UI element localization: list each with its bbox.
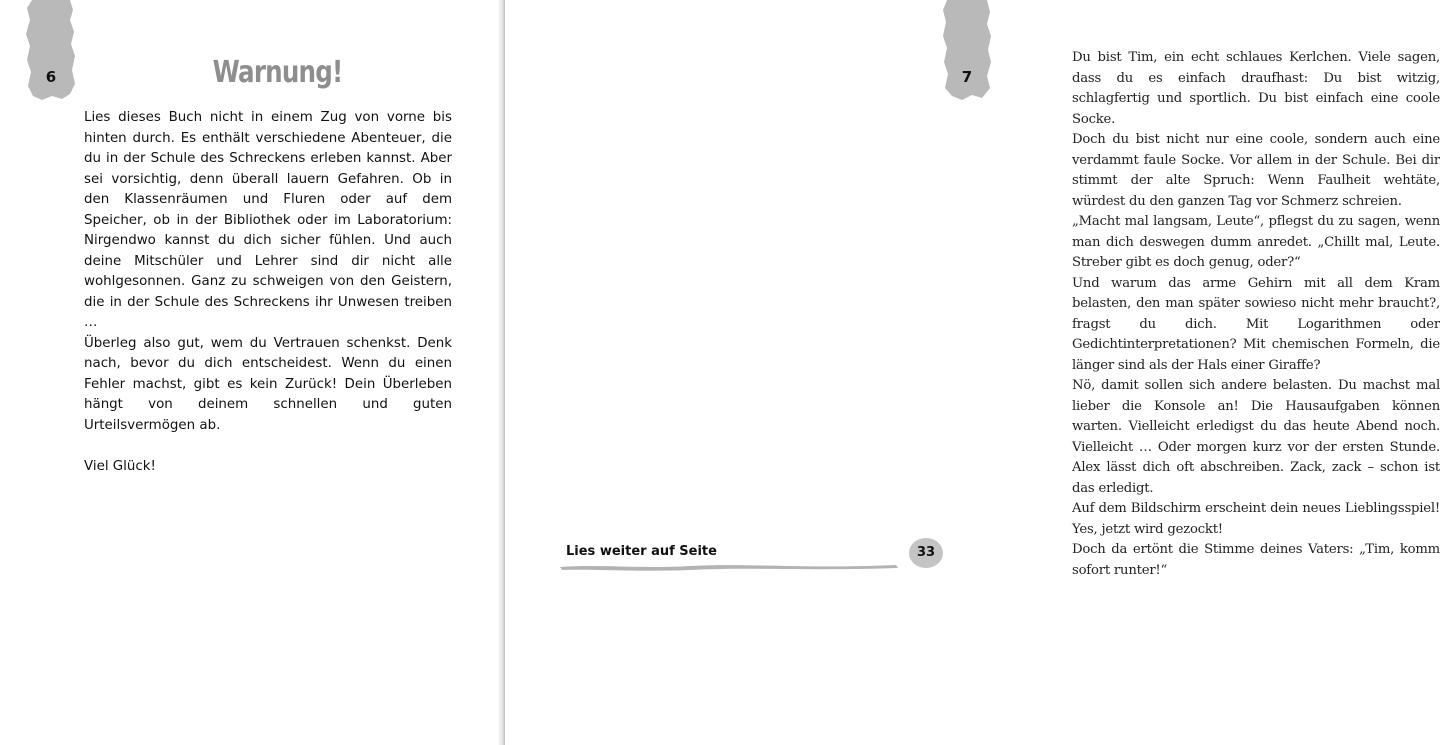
story-paragraph-5: Nö, damit sollen sich andere belasten. Du machst mal lieber die Konsole an! Die Hausaufgaben können warten. Vielleicht erledigst du das heute Abend noch. Vielleicht … Oder morgen kurz vor der ersten Stunde. Alex lässt dich oft abschreiben. Zack, zack – schon ist das erledigt. (1072, 378, 1440, 496)
warning-paragraph-1: Lies dieses Buch nicht in einem Zug von vorne bis hinten durch. Es enthält verschiedene Abenteuer, die du in der Schule des Schreckens erleben kannst. Aber sei vorsichtig, denn überall lauern Gefahren. Ob in den Klassenräumen und Fluren oder auf dem Speicher, ob in der Bibliothek oder im Laboratorium: Nirgendwo kannst du dich sicher fühlen. Und auch deine Mitschüler und Lehrer sind dir nicht alle wohlgesonnen. Ganz zu schweigen von den Geistern, die in der Schule des Schreckens ihr Unwesen treiben … (84, 110, 452, 330)
right-page (505, 0, 1440, 745)
good-luck-line: Viel Glück! (84, 458, 156, 474)
torn-paper-tab-shape (26, 0, 76, 102)
page-number-tab-right (942, 0, 992, 102)
warning-paragraph-2: Überleg also gut, wem du Vertrauen schenkst. Denk nach, bevor du dich entscheidest. Wenn du einen Fehler machst, gibt es kein Zurück! Dein Überleben hängt von deinem schnellen und guten Urteilsvermögen ab. (84, 335, 452, 433)
page-number-tab-left (26, 0, 76, 102)
story-paragraph-4: Und warum das arme Gehirn mit all dem Kram belasten, den man später sowieso nicht mehr braucht?, fragst du dich. Mit Logarithmen oder Gedichtinterpretationen? Mit chemischen Formeln, die länger sind als der Hals einer Giraffe? (1072, 275, 1440, 373)
page-number-left: 6 (45, 68, 57, 86)
warning-text-block (84, 108, 452, 477)
continue-reading-bar (560, 538, 950, 572)
story-paragraph-2: Doch du bist nicht nur eine coole, sondern auch eine verdammt faule Socke. Vor allem in der Schule. Bei dir stimmt der alte Spruch: Wenn Faulheit wehtäte, würdest du den ganzen Tag vor Schmerz schreien. (1072, 132, 1440, 209)
story-paragraph-7: Doch da ertönt die Stimme deines Vaters: „Tim, komm sofort runter!“ (1072, 542, 1440, 578)
continue-reading-label: Lies weiter auf Seite (566, 544, 717, 559)
brush-stroke-underline (560, 562, 900, 572)
left-page (0, 0, 505, 745)
continue-page-link[interactable]: 33 (909, 538, 943, 568)
page-number-right: 7 (961, 68, 973, 86)
story-text-block (1072, 48, 1440, 581)
page-title: Warnung! (212, 55, 343, 90)
story-paragraph-6: Auf dem Bildschirm erscheint dein neues Lieblingsspiel! Yes, jetzt wird gezockt! (1072, 501, 1440, 537)
torn-paper-tab-shape (942, 0, 992, 102)
story-paragraph-3: „Macht mal langsam, Leute“, pflegst du zu sagen, wenn man dich deswegen dumm anredet. „Chillt mal, Leute. Streber gibt es doch genug, oder?“ (1072, 214, 1440, 270)
story-paragraph-1: Du bist Tim, ein echt schlaues Kerlchen. Viele sagen, dass du es einfach draufhast: Du bist witzig, schlagfertig und sportlich. Du bist einfach eine coole Socke. (1072, 50, 1440, 127)
